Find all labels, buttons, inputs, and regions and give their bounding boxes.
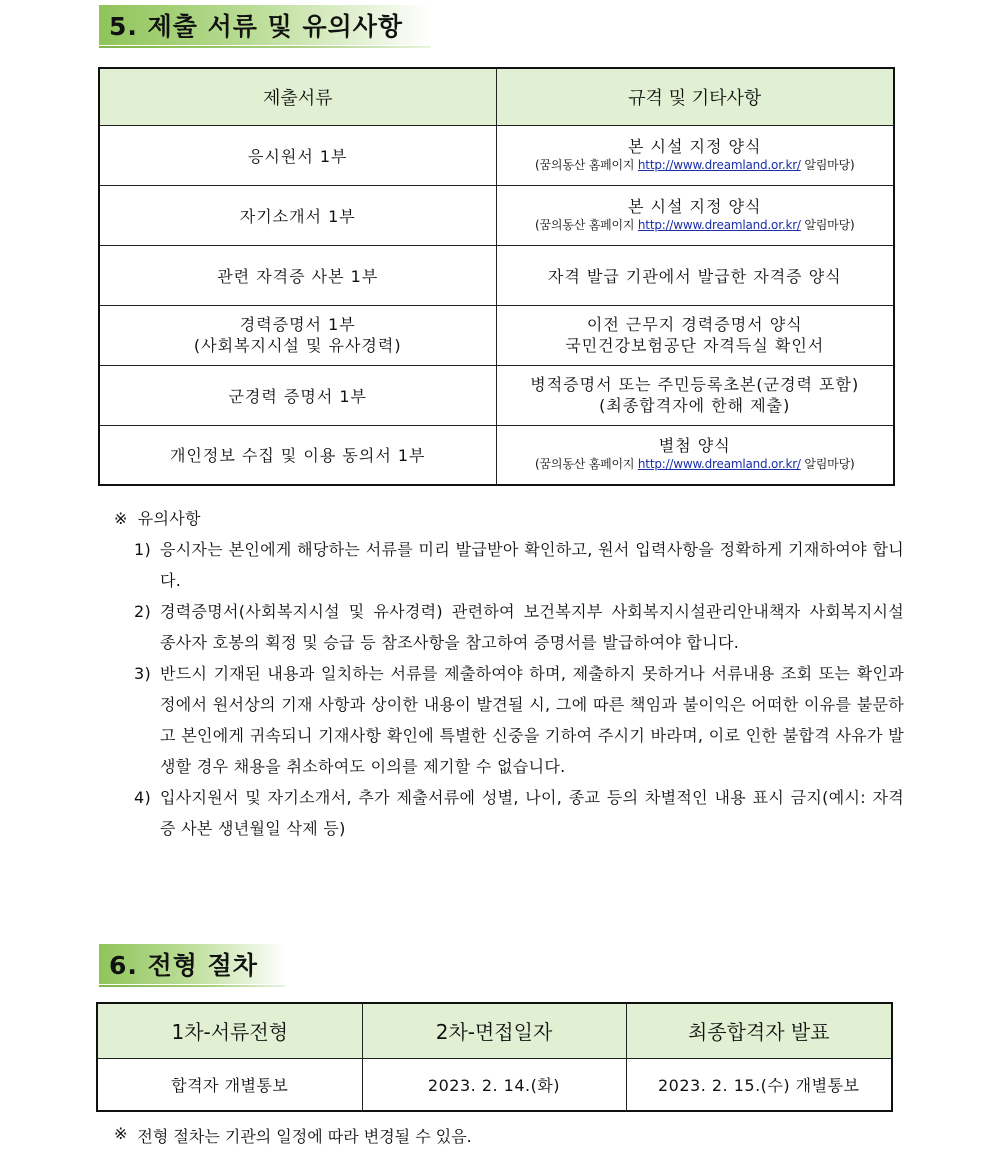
screening-procedure-table [96, 1002, 893, 1112]
doc-privacy-consent: 개인정보 수집 및 이용 동의서 1부 [99, 425, 496, 485]
spec-self-intro: 본 시설 지정 양식 (꿈의동산 홈페이지 http://www.dreamland.or.kr/ 알림마당) [496, 185, 894, 245]
table-header-row [99, 68, 894, 125]
doc-self-intro: 자기소개서 1부 [99, 185, 496, 245]
spec-certificate-copy: 자격 발급 기관에서 발급한 자격증 양식 [496, 245, 894, 305]
procedure-footnote: ※ 전형 절차는 기관의 일정에 따라 변경될 수 있음. [114, 1124, 472, 1146]
homepage-link[interactable]: http://www.dreamland.or.kr/ [637, 217, 801, 232]
section-5-title [99, 5, 431, 45]
section-5-title-text: 5. 제출 서류 및 유의사항 [109, 12, 404, 41]
value-document-screening: 합격자 개별통보 [97, 1058, 362, 1111]
table-header-row [97, 1003, 892, 1058]
spec-application: 본 시설 지정 양식 (꿈의동산 홈페이지 http://www.dreamland.or.kr/ 알림마당) [496, 125, 894, 185]
header-specs: 규격 및 기타사항 [496, 68, 894, 125]
header-interview-date: 2차-면접일자 [362, 1003, 626, 1058]
reference-mark-icon: ※ [114, 509, 128, 528]
value-interview-date: 2023. 2. 14.(화) [362, 1058, 626, 1111]
list-item: 2) 경력증명서(사회복지시설 및 유사경력) 관련하여 보건복지부 사회복지시설관리안내책자 사회복지시설 종사자 호봉의 획정 및 승급 등 참조사항을 참고하여 증명서를 발급하여야 합니다. [134, 602, 904, 652]
table-row [99, 245, 894, 305]
table-row [99, 365, 894, 425]
doc-military-certificate: 군경력 증명서 1부 [99, 365, 496, 425]
homepage-link[interactable]: http://www.dreamland.or.kr/ [637, 457, 801, 472]
doc-career-certificate: 경력증명서 1부 (사회복지시설 및 유사경력) [99, 305, 496, 365]
list-item: 1) 응시자는 본인에게 해당하는 서류를 미리 발급받아 확인하고, 원서 입력사항을 정확하게 기재하여야 합니다. [134, 540, 904, 590]
table-row [99, 125, 894, 185]
doc-certificate-copy: 관련 자격증 사본 1부 [99, 245, 496, 305]
section-6-title [99, 944, 285, 984]
header-documents: 제출서류 [99, 68, 496, 125]
table-row [99, 185, 894, 245]
spec-career-certificate: 이전 근무지 경력증명서 양식 국민건강보험공단 자격득실 확인서 [496, 305, 894, 365]
section-6-title-text: 6. 전형 절차 [109, 951, 258, 980]
table-row [99, 425, 894, 485]
reference-mark-icon: ※ [114, 1124, 128, 1143]
homepage-link[interactable]: http://www.dreamland.or.kr/ [637, 157, 801, 172]
submission-documents-table [98, 67, 895, 486]
value-final-announcement: 2023. 2. 15.(수) 개별통보 [626, 1058, 892, 1111]
list-item: 4) 입사지원서 및 자기소개서, 추가 제출서류에 성별, 나이, 종교 등의 차별적인 내용 표시 금지(예시: 자격증 사본 생년월일 삭제 등) [134, 788, 904, 838]
table-row [97, 1058, 892, 1111]
header-document-screening: 1차-서류전형 [97, 1003, 362, 1058]
notes-heading: ※ 유의사항 [114, 503, 904, 534]
list-item: 3) 반드시 기재된 내용과 일치하는 서류를 제출하여야 하며, 제출하지 못하거나 서류내용 조회 또는 확인과정에서 원서상의 기재 사항과 상이한 내용이 발견될 시, 그에 따른 책임과 불이익은 어떠한 이유를 불문하고 본인에게 귀속되니 기재사항 확인에 특별한 신중을 기하여 주시기 바라며, 이로 인한 불합격 사유가 발생할 경우 채용을 취소하여도 이의를 제기할 수 없습니다. [134, 664, 904, 776]
spec-privacy-consent: 별첨 양식 (꿈의동산 홈페이지 http://www.dreamland.or.kr/ 알림마당) [496, 425, 894, 485]
doc-application: 응시원서 1부 [99, 125, 496, 185]
header-final-announcement: 최종합격자 발표 [626, 1003, 892, 1058]
notes-section [114, 503, 904, 844]
table-row [99, 305, 894, 365]
spec-military-certificate: 병적증명서 또는 주민등록초본(군경력 포함) (최종합격자에 한해 제출) [496, 365, 894, 425]
